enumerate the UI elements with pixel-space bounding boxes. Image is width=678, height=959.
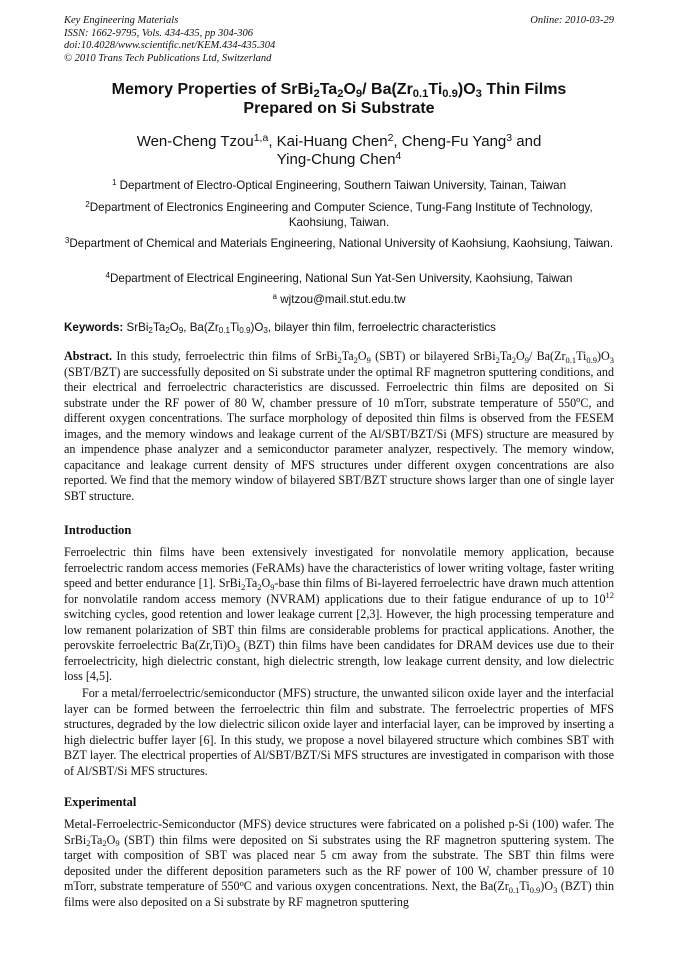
author-list: Wen-Cheng Tzou$^{1,a}$, Kai-Huang Chen$^2$, Cheng-Fu Yang$^3$ and Ying-Chung Chen$^4$ (136, 131, 542, 168)
affiliation-4: $^4$Department of Electrical Engineering, National Sun Yat-Sen University, Kaohsiung, Taiwan (105, 270, 573, 285)
affiliation-3: $^3$Department of Chemical and Materials Engineering, National University of Kaohsiung, Kaohsiung, Taiwan. (64, 235, 614, 250)
title-line-1: Memory Properties of $SrBi_2Ta_2O_9/$ $Ba(Zr_{0.1}Ti_{0.9})O_3$ Thin Films (111, 81, 567, 101)
keywords: Keywords: $SrBi_2Ta_2O_9$, $Ba(Zr_{0.1}Ti_{0.9})O_3$, bilayer thin film, ferroelectric characteristics (64, 321, 496, 336)
introduction-paragraph-1: Ferroelectric thin films have been extensively investigated for nonvolatile memory application, because ferroelectric random access memories (FeRAMs) have the characteristics of lower writing voltage, faster writing speed and better endurance [1]. $SrBi_2Ta_2O_9$-base thin films of Bi-layered ferroelectric have drawn much attention for nonvolatile random access memory (NVRAM) applications due to their fatigue endurance of up to $10^{12}$ switching cycles, good retention and lower leakage current [2,3]. However, the high processing temperature and low remanent polarization of SBT thin films are considerable problems for practical applications. Another, the perovskite ferroelectric $Ba(Zr,Ti)O_3$ (BZT) thin films have been candidates for DRAM devices use due to their ferroelectricity, high dielectric constant, high dielectric strength, low leakage current density, and low dielectric loss [4,5]. (64, 545, 615, 684)
introduction-heading: Introduction (64, 523, 132, 537)
journal-name: Key Engineering Materials (64, 15, 179, 26)
issn-line: ISSN: 1662-9795, Vols. 434-435, pp 304-306 (64, 27, 253, 39)
copyright-line: © 2010 Trans Tech Publications Ltd, Switzerland (64, 52, 272, 64)
journal-header (64, 15, 614, 65)
doi-line: doi:10.4028/www.scientific.net/KEM.434-435.304 (64, 40, 276, 51)
corresponding-email: $^a$ wjtzou@mail.stut.edu.tw (272, 291, 406, 306)
experimental-heading: Experimental (64, 795, 137, 809)
online-date: Online: 2010-03-29 (530, 15, 614, 26)
paper-title (60, 80, 618, 118)
affiliation-1: $^1$ Department of Electro-Optical Engineering, Southern Taiwan University, Tainan, Taiwan (111, 177, 567, 192)
title-line-2: Prepared on Si Substrate (243, 100, 435, 117)
introduction-paragraph-2: For a metal/ferroelectric/semiconductor (MFS) structure, the unwanted silicon oxide layer and the interfacial layer can be formed between the ferroelectric thin film and substrate. The ferroelectric properties of MFS structures, degraded by the low dielectric silicon oxide layer and interfacial layer, can be improved by inserting a high dielectric buffer layer [6]. In this study, we propose a novel bilayered structure which combines SBT with BZT layer. The electrical properties of Al/SBT/BZT/Si MFS structures are investigated in comparison with those of Al/SBT/Si MFS structures. (64, 686, 614, 778)
experimental-paragraph-1: Metal-Ferroelectric-Semiconductor (MFS) device structures were fabricated on a polished p-Si (100) wafer. The $SrBi_2Ta_2O_9$ (SBT) thin films were deposited on Si substrates using the RF magnetron sputtering system. The target with composition of SBT was placed near 5 cm away from the substrate. The SBT thin films were deposited under the different deposition parameters such as the RF power of 100 W, chamber pressure of 10 mTorr, substrate temperature of 550$^o$C and various oxygen concentrations. Next, the $Ba(Zr_{0.1}Ti_{0.9})O_3$ (BZT) thin films were also deposited on a Si substrate by RF magnetron sputtering (64, 817, 615, 909)
abstract: Abstract. In this study, ferroelectric thin films of $SrBi_2Ta_2O_9$ (SBT) or bilayered $SrBi_2Ta_2O_9/$ $Ba(Zr_{0.1}Ti_{0.9})O_3$ (SBT/BZT) are successfully deposited on Si substrate under the optimal RF magnetron sputtering conditions, and their electrical and ferroelectric characteristics are discussed. Ferroelectric thin films are deposited on Si substrate under the RF power of 80 W, chamber pressure of 10 mTorr, substrate temperature of 550$^o$C, and different oxygen concentrations. The surface morphology of deposited thin films is observed from the FESEM images, and the memory windows and leakage current of the Al/SBT/BZT/Si (MFS) structure are measured by an impendence phase analyzer and a semiconductor parameter analyzer, respectively. The memory window, capacitance and leakage current density of MFS structures under different oxygen concentrations are also reported. We find that the memory window of bilayered SBT/BZT structure shows larger than one of single layer SBT structure. (64, 349, 614, 503)
affiliation-2: $^2$Department of Electronics Engineering and Computer Science, Tung-Fang Institute of Technology, Kaohsiung, Taiwan. (85, 199, 593, 229)
